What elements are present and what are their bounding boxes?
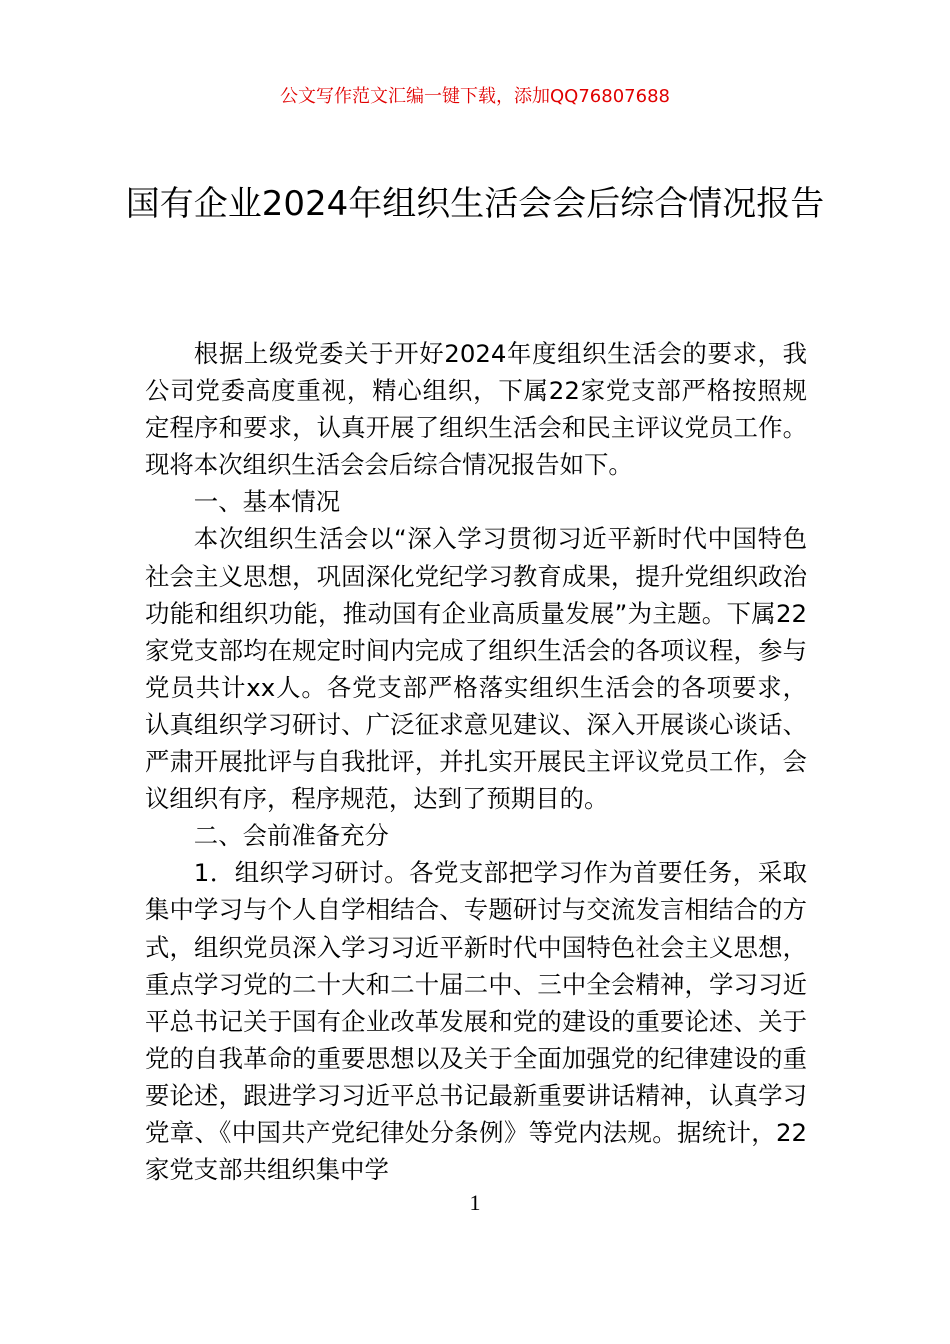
intro-paragraph: 根据上级党委关于开好2024年度组织生活会的要求，我公司党委高度重视，精心组织，下属22家党支部严格按照规定程序和要求，认真开展了组织生活会和民主评议党员工作。现将本次组织生活会会后综合情况报告如下。	[145, 339, 807, 480]
study-discussion-paragraph: 1．组织学习研讨。各党支部把学习作为首要任务，采取集中学习与个人自学相结合、专题研讨与交流发言相结合的方式，组织党员深入学习习近平新时代中国特色社会主义思想，重点学习党的二十大和二十届二中、三中全会精神，学习习近平总书记关于国有企业改革发展和党的建设的重要论述、关于党的自我革命的重要思想以及关于全面加强党的纪律建设的重要论述，跟进学习习近平总书记最新重要讲话精神，认真学习党章、《中国共产党纪律处分条例》等党内法规。据统计，22家党支部共组织集中学	[145, 858, 807, 1185]
header-download-note: 公文写作范文汇编一键下载，添加QQ76807688	[280, 86, 670, 107]
section-heading-basic-situation: 一、基本情况	[193, 487, 341, 517]
page-number: 1	[469, 1190, 481, 1215]
document-title: 国有企业2024年组织生活会会后综合情况报告	[125, 184, 825, 224]
document-body	[145, 335, 807, 1188]
basic-situation-paragraph: 本次组织生活会以“深入学习贯彻习近平新时代中国特色社会主义思想，巩固深化党纪学习教育成果，提升党组织政治功能和组织功能，推动国有企业高质量发展”为主题。下属22家党支部均在规定时间内完成了组织生活会的各项议程，参与党员共计xx人。各党支部严格落实组织生活会的各项要求，认真组织学习研讨、广泛征求意见建议、深入开展谈心谈话、严肃开展批评与自我批评，并扎实开展民主评议党员工作，会议组织有序，程序规范，达到了预期目的。	[145, 524, 807, 814]
section-heading-preparation: 二、会前准备充分	[193, 821, 389, 851]
